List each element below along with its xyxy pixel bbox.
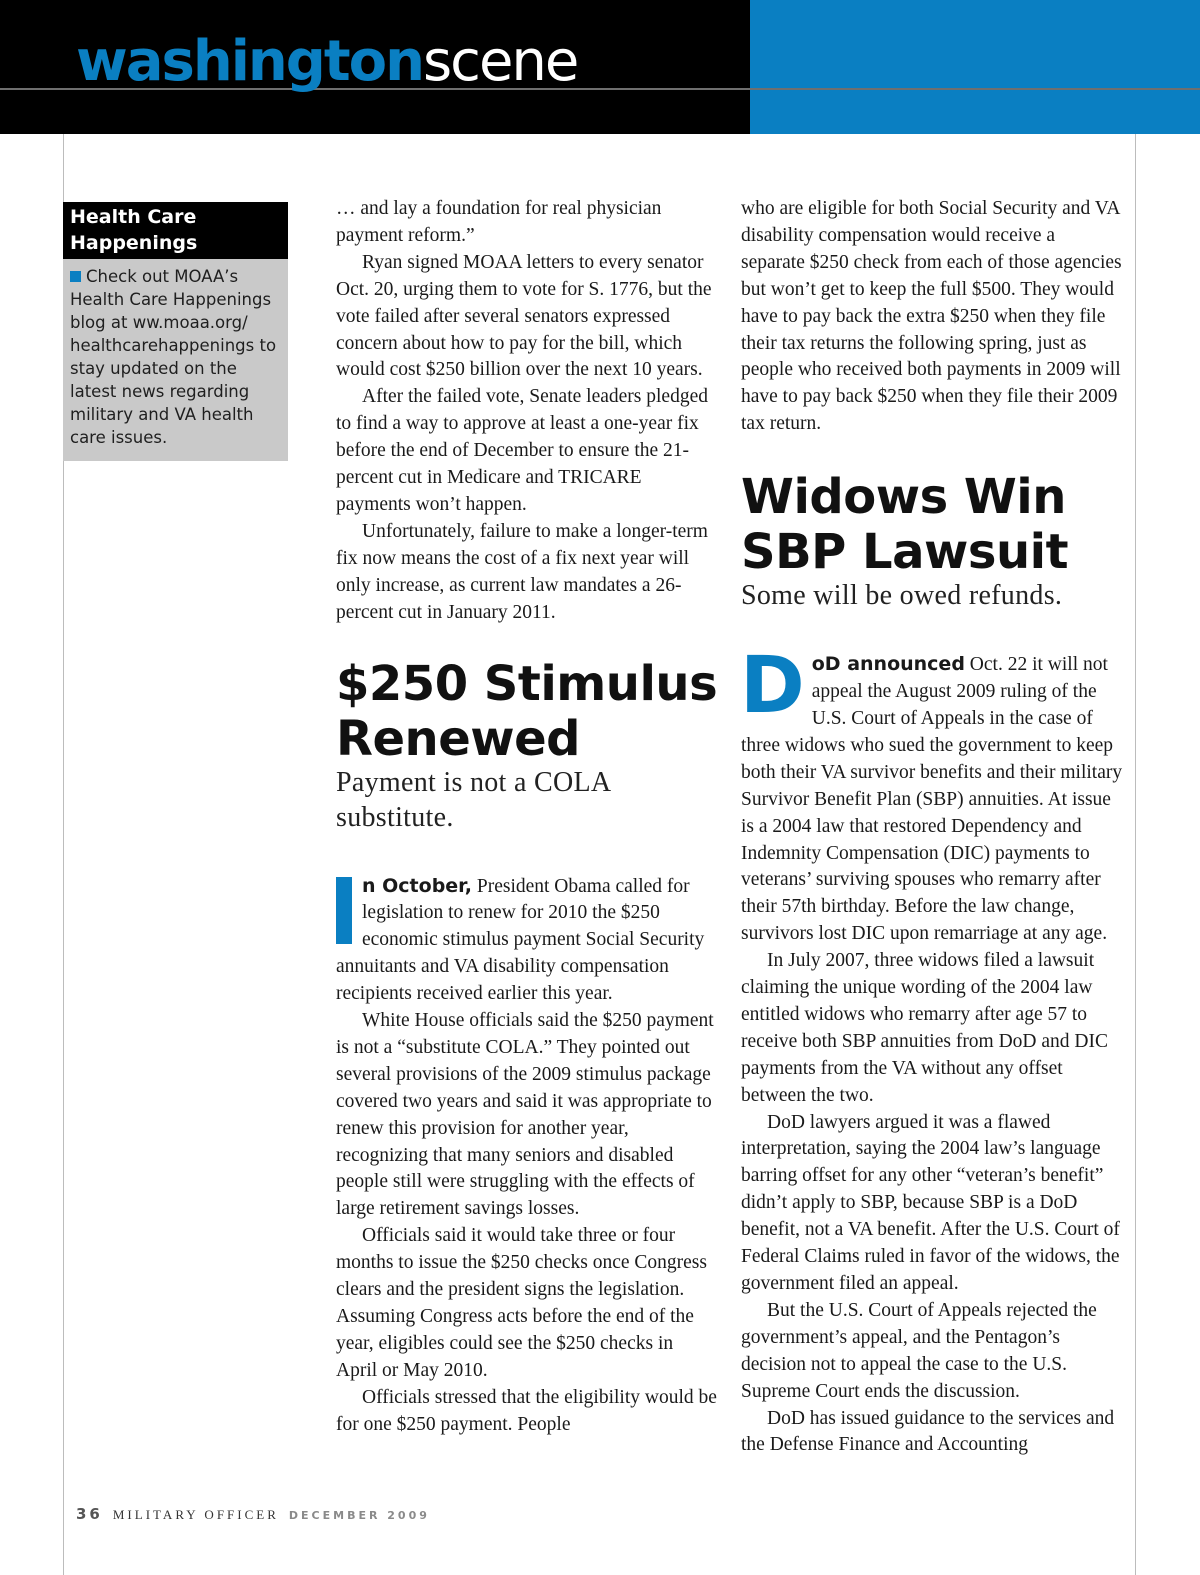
sidebar-box xyxy=(63,202,288,461)
headline-line1: $250 Stimulus xyxy=(336,655,718,712)
col2-para-2: DoD lawyers argued it was a flawed interpretation, saying the 2004 law’s language barring offset for any other “veteran’s benefit” didn’t apply to SBP, because SBP is a DoD benefit, not a VA benefit. After the U.S. Court of Federal Claims ruled in favor of the widows, the government filed an appeal. xyxy=(741,1111,1120,1294)
article-deck-widows: Some will be owed refunds. xyxy=(741,580,1063,612)
col2-cont-para: who are eligible for both Social Security and VA disability compensation would receive a separate $250 check from each of those agencies but won’t get to keep the full $500. They would have to pay back the extra $250 when they file their tax returns the following spring, just as people who received both payments in 2009 will have to pay back $250 when they file their 2009 tax return. xyxy=(741,198,1122,435)
section-masthead xyxy=(76,29,578,94)
blue-square-bullet-icon xyxy=(70,271,81,282)
magazine-name: MILITARY OFFICER xyxy=(112,1507,279,1522)
col1-cont-para-4: Unfortunately, failure to make a longer-term fix now means the cost of a fix next year will only increase, as current law mandates a 26-percent cut in January 2011. xyxy=(336,520,708,623)
page-number: 36 xyxy=(76,1505,103,1523)
col1-para-1: White House officials said the $250 payment is not a “substitute COLA.” They pointed out several provisions of the 2009 stimulus package covered two years and said it was appropriate to renew this provision for another year, recognizing that many seniors and disabled people still were struggling with the effects of large retirement savings losses. xyxy=(336,1010,714,1220)
headline-line2: Renewed xyxy=(336,710,580,767)
right-margin-rule xyxy=(1135,134,1136,1575)
header-blue-band xyxy=(750,0,1200,134)
sidebar-text: Check out MOAA’s Health Care Happenings blog at ww.moaa.org/ healthcarehappenings to stay updated on the latest news regarding military and VA health care issues. xyxy=(70,267,277,447)
article-headline-stimulus xyxy=(336,657,718,767)
column-2 xyxy=(741,196,1123,1459)
sidebar-body xyxy=(63,259,288,461)
issue-date: DECEMBER 2009 xyxy=(288,1509,430,1522)
col1-cont-para-2: Ryan signed MOAA letters to every senator Oct. 20, urging them to vote for S. 1776, but the vote failed after several senators expressed concern about how to pay for the bill, which would cost $250 billion over the next 10 years. xyxy=(336,251,712,381)
article-deck-stimulus: Payment is not a COLA substitute. xyxy=(336,766,610,833)
lead-text: President Obama called for legislation to renew for 2010 the $250 economic stimulus payment Social Security annuitants and VA disability compensation recipients received earlier this year. xyxy=(336,875,705,1005)
col2-para-4: DoD has issued guidance to the services and the Defense Finance and Accounting xyxy=(741,1407,1115,1456)
masthead-scene: scene xyxy=(422,29,578,94)
col1-para-3: Officials stressed that the eligibility would be for one $250 payment. People xyxy=(336,1386,717,1435)
dropcap-d: D xyxy=(740,641,805,732)
headline-line1: Widows Win xyxy=(741,469,1066,526)
sidebar-title-line2: Happenings xyxy=(70,232,198,254)
col1-lead-para xyxy=(336,873,718,1009)
sidebar-title xyxy=(63,202,288,259)
sidebar-title-line1: Health Care xyxy=(70,206,197,228)
lead-text: Oct. 22 it will not appeal the August 2009 ruling of the U.S. Court of Appeals in the case of three widows who sued the government to keep both their VA survivor benefits and their military Survivor Benefit Plan (SBP) annuities. At issue is a 2004 law that restored Dependency and Indemnity Compensation (DIC) payments to veterans’ surviving spouses who remarry after their 57th birthday. Before the law change, survivors lost DIC upon remarriage at any age. xyxy=(741,654,1123,945)
column-1 xyxy=(336,196,718,1439)
article-headline-widows xyxy=(741,470,1123,580)
col2-lead-para xyxy=(740,641,1123,948)
masthead-washington: washington xyxy=(76,29,423,94)
dropcap-i xyxy=(336,877,352,944)
page-footer xyxy=(76,1505,430,1523)
lead-in-bold: oD announced xyxy=(811,653,965,676)
headline-line2: SBP Lawsuit xyxy=(741,524,1069,581)
col2-para-1: In July 2007, three widows filed a lawsuit claiming the unique wording of the 2004 law entitled widows who remarry after age 57 to receive both SBP annuities from DoD and DIC payments from the VA without any offset between the two. xyxy=(741,950,1109,1106)
col1-cont-para-1: … and lay a foundation for real physician payment reform.” xyxy=(336,198,662,246)
col1-cont-para-3: After the failed vote, Senate leaders pledged to find a way to approve at least a one-year fix before the end of December to ensure the 21-percent cut in Medicare and TRICARE payments won’t happen. xyxy=(336,386,708,515)
col2-para-3: But the U.S. Court of Appeals rejected the government’s appeal, and the Pentagon’s decision not to appeal the case to the U.S. Supreme Court ends the discussion. xyxy=(741,1299,1097,1402)
lead-in-bold: n October, xyxy=(362,874,472,897)
col1-para-2: Officials said it would take three or four months to issue the $250 checks once Congress clears and the president signs the legislation. Assuming Congress acts before the end of the year, eligibles could see the $250 checks in April or May 2010. xyxy=(336,1225,707,1381)
